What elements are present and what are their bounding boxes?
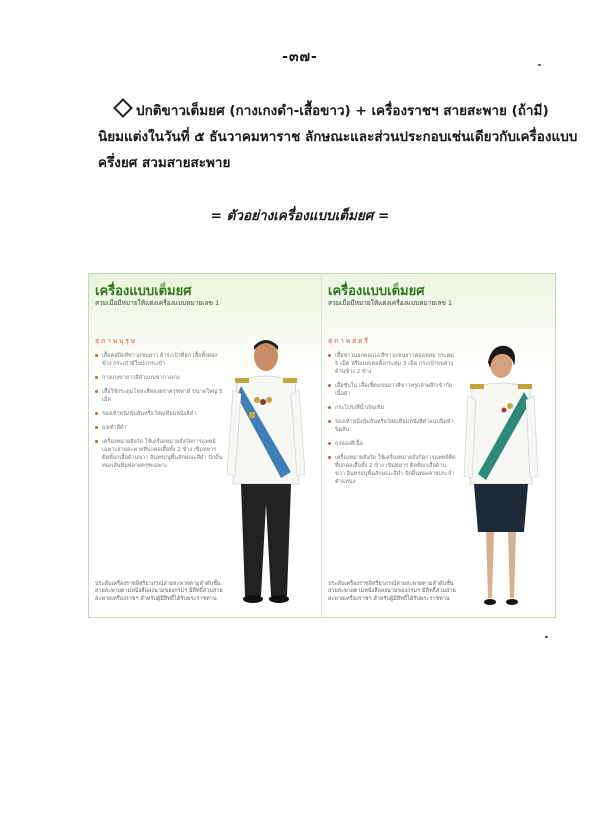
list-item: เสื้อขาวนอกคอแบะสีขาวแขนยาวคอแหลม กระดุม 5 เม็ด หรือแบบคอตั้งกระดุม 3 เม็ด กระเป๋าบนล่างด้านข้าง 2 ข้าง	[328, 352, 456, 376]
woman-in-full-dress-uniform-image	[462, 344, 540, 609]
panel-note: ประดับเครื่องราชอิสริยาภรณ์สายสะพายตามลำดับชั้นสายสะพายตามหนังสือลงนามของกรมฯ มีสิทธิ์สวมสายสะพายเครื่องราชฯ สำหรับผู้มีสิทธิ์ได้รับพระราชทาน	[328, 580, 456, 602]
list-item: เสื้อซับใน เสื้อเชิ้ตแขนยาวสีขาวหรูกล้าผลึกเข้ากับเนื้อผ้า	[328, 382, 456, 398]
list-item: ถุงเท้าสีดำ	[95, 424, 223, 432]
panel-subtitle: สวมเมื่อมีหมายให้แต่งเครื่องแบบหมายเลข 1	[95, 299, 220, 307]
panel-title: เครื่องแบบเต็มยศ	[95, 284, 192, 299]
scan-speck	[538, 64, 541, 66]
paragraph-line-1-text: ปกติขาวเต็มยศ (กางเกงดำ-เสื้อขาว) + เครื่องราชฯ สายสะพาย (ถ้ามี)	[136, 103, 549, 119]
item-list	[95, 352, 223, 476]
man-in-full-dress-uniform-image	[227, 334, 305, 604]
page-number: -๓๗-	[282, 49, 318, 65]
section-label: สุภาพบุรุษ	[95, 337, 138, 345]
list-item: เครื่องหมายสังกัด ใช้เครื่องหมายสังกัดการแพทย์เฉพาะสายสะพายที่ปกคอเสื้อทั้ง 2 ข้าง เข็มทหาร ติดที่อกเสื้อด้านขวา อินทรธนูพื้นลักษณะสีดำ ปักดิ้นทองเส้นพิมพ์ลายครุฑเฉพาะ	[95, 438, 223, 470]
list-item: กางเกงขายาวสีดำแบบขากางเกง	[95, 374, 223, 382]
panel-subtitle: สวมเมื่อมีหมายให้แต่งเครื่องแบบหมายเลข 1	[328, 299, 453, 307]
list-item: ถุงน่องสีเนื้อ	[328, 440, 456, 448]
scan-speck	[545, 636, 548, 638]
list-item: เสื้อคอปิดสีขาวแขนยาว ผ้าระเบ้าที่อก เสื้อทั้งสองข้าง กระเป๋ามีใบปกกระเป๋า	[95, 352, 223, 368]
list-item: กระโปรงสีน้ำเงินเข้ม	[328, 404, 456, 412]
list-item: เครื่องหมายสังกัด ใช้เครื่องหมายสังกัดการแพทย์ติดที่ปกคอเสื้อทั้ง 2 ข้าง เข็มทหาร ติดที่อกเสื้อด้านขวา อินทรธนูพื้นลักษณะสีดำ ปักดิ้นทองลายประจำตำแหน่ง	[328, 454, 456, 486]
paragraph-line-1	[116, 98, 556, 124]
list-item: รองเท้าหนังหุ้มส้นหรือวัสดุเทียมหนังสีดำแบบปิดหัวปิดส้น	[328, 418, 456, 434]
diamond-bullet-icon	[113, 98, 133, 118]
list-item: รองเท้าหนังหุ้มส้นหรือวัสดุเทียมหนังสีดำ	[95, 410, 223, 418]
panel-title: เครื่องแบบเต็มยศ	[328, 284, 425, 299]
uniform-brochure-image	[88, 273, 556, 618]
section-label: สุภาพสตรี	[328, 337, 370, 345]
panel-note: ประดับเครื่องราชอิสริยาภรณ์สายสะพายตามลำดับชั้นสายสะพายตามหนังสือลงนามของกรมฯ มีสิทธิ์สวมสายสะพายเครื่องราชฯ สำหรับผู้มีสิทธิ์ได้รับพระราชทาน	[95, 580, 223, 602]
item-list	[328, 352, 456, 492]
subheading: = ตัวอย่างเครื่องแบบเต็มยศ =	[210, 208, 390, 224]
paragraph-line-3: ครึ่งยศ สวมสายสะพาย	[98, 155, 231, 171]
paragraph-line-2: นิยมแต่งในวันที่ ๕ ธันวาคมหาราช ลักษณะและส่วนประกอบเช่นเดียวกับเครื่องแบบ	[98, 129, 578, 145]
list-item: เสื้อใช้กระดุมโลหะสีทองตราครุฑพ่าห์ ขนาดใหญ่ 5 เม็ด	[95, 388, 223, 404]
